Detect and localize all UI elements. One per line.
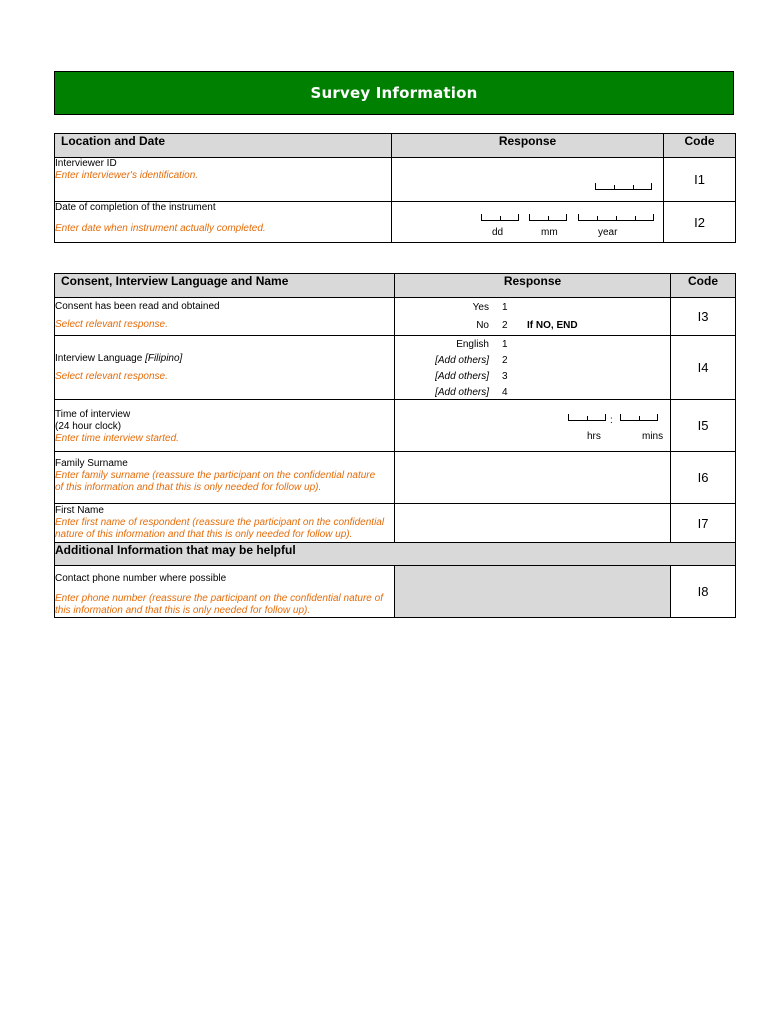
table-row (55, 202, 736, 243)
code-cell: I2 (664, 202, 736, 243)
instruction-text: Enter family surname (reassure the participant on the confidential nature of this information and that this is only needed for follow up). (55, 470, 376, 493)
location-date-table (54, 133, 736, 243)
table-row (55, 336, 736, 400)
day-label: dd (492, 227, 504, 238)
hours-label: hrs (587, 431, 601, 442)
phone-response[interactable] (395, 566, 671, 618)
column-header-code: Code (664, 134, 736, 158)
column-header-question: Consent, Interview Language and Name (55, 274, 395, 298)
question-cell (55, 336, 395, 400)
code-cell: I3 (671, 298, 736, 336)
consent-response[interactable] (395, 298, 671, 336)
minutes-boxes[interactable] (620, 414, 658, 421)
question-label: Contact phone number where possible (55, 573, 227, 584)
column-header-response: Response (395, 274, 671, 298)
survey-title: Survey Information (310, 84, 478, 102)
question-cell (55, 504, 395, 543)
option-code[interactable]: 2 (502, 355, 508, 366)
year-label: year (598, 227, 618, 238)
question-label: Date of completion of the instrument (55, 202, 216, 213)
instruction-text: Enter time interview started. (55, 433, 179, 444)
minutes-label: mins (642, 431, 664, 442)
table-row (55, 298, 736, 336)
consent-language-name-table (54, 273, 736, 618)
table-row (55, 400, 736, 452)
code-cell: I4 (671, 336, 736, 400)
question-label (55, 353, 394, 365)
time-response[interactable] (395, 400, 671, 452)
language-response[interactable] (395, 336, 671, 400)
question-cell (55, 158, 392, 202)
year-boxes[interactable] (578, 214, 654, 221)
column-header-question: Location and Date (55, 134, 392, 158)
question-label: Time of interview (55, 409, 131, 420)
instruction-text: Enter first name of respondent (reassure the participant on the confidential nature of this information and that this is only needed for follow up). (55, 517, 385, 540)
option-code[interactable]: 1 (502, 339, 508, 350)
table-row (55, 504, 736, 543)
option-label[interactable]: [Add others] (435, 371, 489, 382)
survey-title-bar (54, 71, 734, 115)
question-label: Family Surname (55, 458, 128, 469)
column-header-code: Code (671, 274, 736, 298)
question-label: Consent has been read and obtained (55, 301, 220, 312)
question-label: First Name (55, 505, 104, 516)
table-header-row (55, 134, 736, 158)
question-cell (55, 298, 395, 336)
column-header-response: Response (392, 134, 664, 158)
hours-boxes[interactable] (568, 414, 606, 421)
time-separator: : (610, 415, 613, 426)
code-cell: I8 (671, 566, 736, 618)
instruction-text: Select relevant response. (55, 319, 168, 330)
section-header-additional: Additional Information that may be helpful (55, 543, 736, 566)
question-text: Interview Language (55, 352, 143, 364)
first-name-response[interactable] (395, 504, 671, 543)
option-code[interactable]: 2 (502, 320, 508, 331)
option-code[interactable]: 3 (502, 371, 508, 382)
code-cell: I6 (671, 452, 736, 504)
day-boxes[interactable] (481, 214, 519, 221)
question-label: Interviewer ID (55, 158, 117, 169)
skip-note: If NO, END (527, 320, 578, 331)
question-label-note: (24 hour clock) (55, 421, 122, 432)
question-cell (55, 202, 392, 243)
interviewer-id-boxes[interactable] (595, 183, 652, 190)
table-row (55, 452, 736, 504)
instruction-text: Enter phone number (reassure the participant on the confidential nature of this information and that this is only needed for follow up). (55, 593, 383, 616)
question-cell (55, 566, 395, 618)
month-boxes[interactable] (529, 214, 567, 221)
option-code[interactable]: 1 (502, 302, 508, 313)
option-label[interactable]: Yes (472, 302, 489, 313)
surname-response[interactable] (395, 452, 671, 504)
option-label[interactable]: No (476, 320, 489, 331)
month-label: mm (541, 227, 558, 238)
table-header-row (55, 274, 736, 298)
option-label[interactable]: [Add others] (435, 355, 489, 366)
code-cell: I1 (664, 158, 736, 202)
instruction-text: Enter date when instrument actually completed. (55, 223, 266, 234)
instruction-text: Enter interviewer's identification. (55, 170, 199, 181)
instruction-text: Select relevant response. (55, 370, 168, 382)
question-country-language: [Filipino] (145, 352, 183, 364)
option-label[interactable]: English (456, 339, 489, 350)
table-row (55, 566, 736, 618)
code-cell: I7 (671, 504, 736, 543)
date-response[interactable] (392, 202, 664, 243)
section-header-row (55, 543, 736, 566)
table-row (55, 158, 736, 202)
question-cell (55, 452, 395, 504)
code-cell: I5 (671, 400, 736, 452)
option-label[interactable]: [Add others] (435, 387, 489, 398)
option-code[interactable]: 4 (502, 387, 508, 398)
interviewer-id-response[interactable] (392, 158, 664, 202)
question-cell (55, 400, 395, 452)
